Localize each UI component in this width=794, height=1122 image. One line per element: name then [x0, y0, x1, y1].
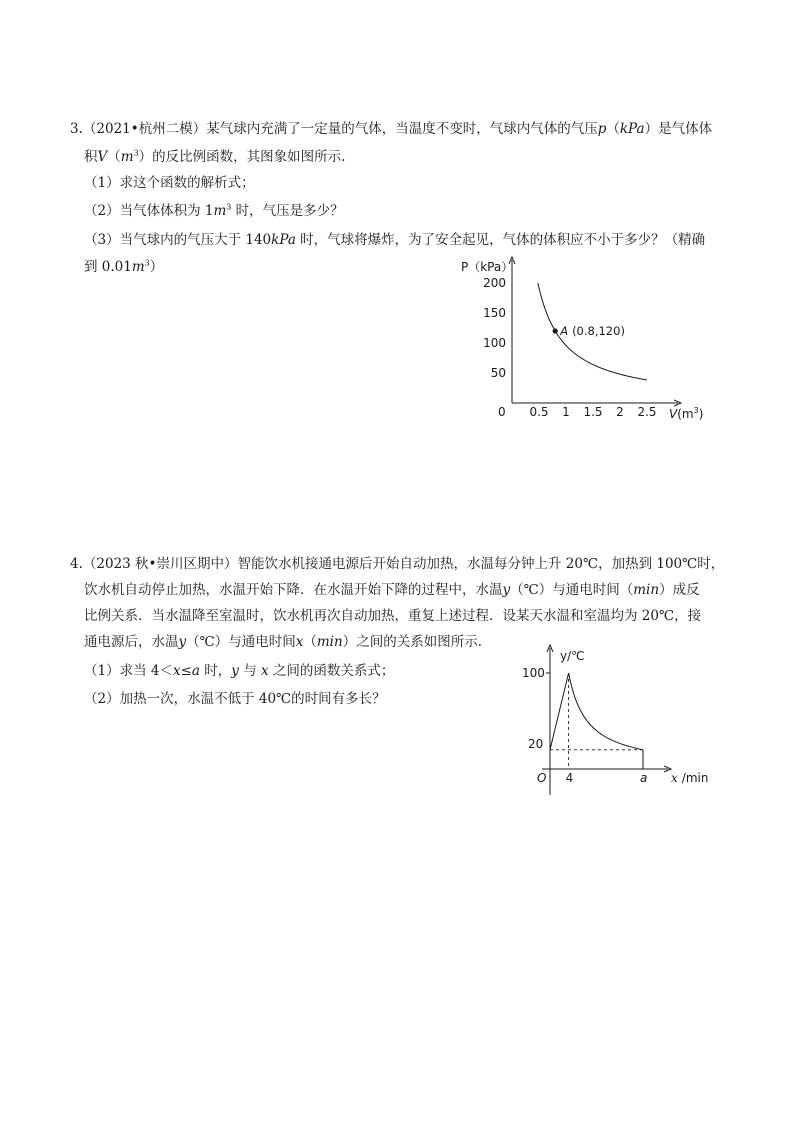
p4-question-2: （2）加热一次，水温不低于 40℃的时间有多长？	[84, 691, 386, 707]
chart2-x-axis-label: x /min	[671, 771, 709, 785]
chart1-point-a	[553, 328, 558, 333]
p4-source: （2023 秋•崇川区期中）	[82, 556, 238, 572]
chart1-y-tick-2: 150	[483, 306, 506, 320]
chart1-y-tick-3: 200	[483, 276, 506, 290]
chart1-x-tick-4: 2.5	[637, 405, 657, 419]
chart2-tick-100: 100	[522, 666, 545, 680]
chart2-origin-label: O	[537, 771, 547, 785]
p3-question-3-cont: 到 $0.01m^3$）	[84, 258, 164, 275]
chart2-y-axis-label: y/℃	[560, 649, 585, 663]
p3-question-2: （2）当气体体积为 $1m^3$ 时，气压是多少？	[84, 202, 344, 219]
p3-source: （2021•杭州二模）	[82, 121, 207, 137]
p3-line2: 积$V(m^3)$的反比例函数，其图象如图所示.	[84, 148, 346, 165]
p4-line1: 4.（2023 秋•崇川区期中）智能饮水机接通电源后开始自动加热，水温每分钟上升 20℃，加热到 100℃时，	[70, 556, 725, 572]
chart2-cooling-curve	[569, 673, 643, 750]
chart1-y-tick-0: 50	[490, 366, 506, 380]
p4-line3: 比例关系．当水温降至室温时，饮水机再次自动加热，重复上述过程．设某天水温和室温均为 20℃，接	[84, 608, 702, 624]
p4-number: 4.	[70, 556, 83, 572]
chart2-heating-line	[550, 673, 569, 750]
p4-line2: 饮水机自动停止加热，水温开始下降．在水温开始下降的过程中，水温y（℃）与通电时间（min）成反	[84, 582, 700, 598]
chart1-x-tick-3: 2	[616, 405, 624, 419]
p3-question-3: （3）当气球内的气压大于 140kPa 时，气球将爆炸，为了安全起见，气体的体积应不小于多少？（精确	[84, 232, 706, 248]
pressure-volume-chart	[455, 258, 715, 428]
chart1-x-tick-1: 1	[562, 405, 570, 419]
chart1-origin-label: 0	[498, 405, 506, 419]
chart1-y-axis-label: P（kPa）	[461, 260, 514, 274]
chart1-x-axis-label: $V(m^3)$	[669, 406, 704, 421]
chart1-point-a-label: A (0.8,120)	[560, 324, 625, 338]
chart2-tick-20: 20	[528, 736, 544, 751]
p3-line1: 3.（2021•杭州二模）某气球内充满了一定量的气体，当温度不变时，气球内气体的气压p（kPa）是气体体	[70, 121, 713, 137]
p4-question-1: （1）求当 4＜x≤a 时，y 与 x 之间的函数关系式；	[84, 663, 395, 679]
p3-number: 3.	[70, 121, 83, 137]
p4-line4: 通电源后，水温y（℃）与通电时间x（min）之间的关系如图所示．	[84, 634, 492, 650]
water-temperature-chart	[520, 645, 720, 805]
chart2-tick-a: a	[640, 771, 648, 785]
chart1-y-tick-1: 100	[483, 336, 506, 350]
p3-question-1: （1）求这个函数的解析式；	[84, 175, 255, 191]
chart2-tick-4: 4	[565, 771, 574, 785]
chart1-x-tick-2: 1.5	[583, 405, 603, 419]
chart1-point-a-coords: (0.8,120)	[572, 324, 625, 338]
chart1-x-tick-0: 0.5	[529, 405, 549, 419]
